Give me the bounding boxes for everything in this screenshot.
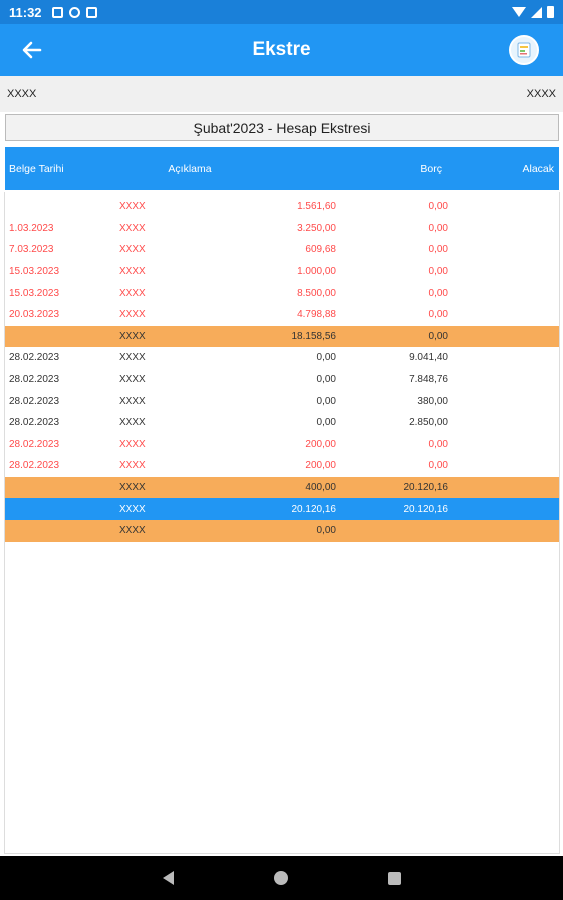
cell-credit: 7.848,76 <box>409 374 448 386</box>
cell-credit: 0,00 <box>428 287 448 299</box>
circle-home-icon[interactable] <box>274 871 288 885</box>
cell-credit: 0,00 <box>428 244 448 256</box>
wifi-icon <box>512 7 526 17</box>
cell-description: XXXX <box>119 525 146 537</box>
cell-description: XXXX <box>119 330 146 342</box>
cell-description: XXXX <box>119 309 146 321</box>
table-row[interactable] <box>5 261 559 283</box>
cell-credit: 0,00 <box>428 330 448 342</box>
header-debt: Borç <box>420 162 442 175</box>
cell-debt: 0,00 <box>316 395 336 407</box>
cell-description: XXXX <box>119 438 146 450</box>
cell-date: 1.03.2023 <box>9 222 54 234</box>
cell-description: XXXX <box>119 266 146 278</box>
app-logo-icon[interactable] <box>509 35 539 65</box>
cell-debt: 200,00 <box>305 460 336 472</box>
cell-debt: 18.158,56 <box>291 330 336 342</box>
status-time: 11:32 <box>9 4 42 20</box>
cell-debt: 400,00 <box>305 482 336 494</box>
table-row[interactable] <box>5 347 559 369</box>
cell-credit: 0,00 <box>428 438 448 450</box>
cell-debt: 20.120,16 <box>291 503 336 515</box>
header-credit: Alacak <box>522 162 554 175</box>
cell-description: XXXX <box>119 222 146 234</box>
triangle-back-icon[interactable] <box>163 871 174 885</box>
cell-description: XXXX <box>119 374 146 386</box>
table-row[interactable] <box>5 434 559 456</box>
table-row[interactable] <box>5 412 559 434</box>
cell-description: XXXX <box>119 352 146 364</box>
cell-credit: 0,00 <box>428 222 448 234</box>
statement-table <box>5 196 559 542</box>
status-bar <box>0 0 563 24</box>
table-row[interactable] <box>5 282 559 304</box>
cell-debt: 4.798,88 <box>297 309 336 321</box>
cell-debt: 8.500,00 <box>297 287 336 299</box>
account-code: XXXX <box>526 88 556 100</box>
cell-debt: 200,00 <box>305 438 336 450</box>
table-row[interactable] <box>5 304 559 326</box>
table-row[interactable] <box>5 498 559 520</box>
table-row[interactable] <box>5 196 559 218</box>
cell-description: XXXX <box>119 287 146 299</box>
cell-credit: 0,00 <box>428 309 448 321</box>
cell-date: 28.02.2023 <box>9 374 60 386</box>
cell-description: XXXX <box>119 201 146 213</box>
cell-debt: 0,00 <box>316 352 336 364</box>
page-title: Ekstre <box>252 39 311 60</box>
account-name: XXXX <box>7 88 37 100</box>
header-description: Açıklama <box>168 162 212 175</box>
table-row[interactable] <box>5 477 559 499</box>
cell-credit: 9.041,40 <box>409 352 448 364</box>
period-title: Şubat'2023 - Hesap Ekstresi <box>5 114 559 141</box>
cell-date: 28.02.2023 <box>9 460 60 472</box>
cell-date: 28.02.2023 <box>9 395 60 407</box>
cell-date: 20.03.2023 <box>9 309 60 321</box>
cell-credit: 20.120,16 <box>403 482 448 494</box>
table-row[interactable] <box>5 520 559 542</box>
navigation-bar <box>0 856 563 900</box>
cell-date: 28.02.2023 <box>9 438 60 450</box>
notification-icon <box>52 7 63 18</box>
cell-credit: 20.120,16 <box>403 503 448 515</box>
cell-credit: 2.850,00 <box>409 417 448 429</box>
cell-debt: 0,00 <box>316 417 336 429</box>
table-row[interactable] <box>5 369 559 391</box>
cell-description: XXXX <box>119 503 146 515</box>
table-row[interactable] <box>5 390 559 412</box>
cell-credit: 0,00 <box>428 266 448 278</box>
cell-debt: 1.561,60 <box>297 201 336 213</box>
cell-date: 15.03.2023 <box>9 287 60 299</box>
signal-icon <box>531 7 542 18</box>
table-row[interactable] <box>5 218 559 240</box>
battery-icon <box>547 6 554 18</box>
cell-description: XXXX <box>119 395 146 407</box>
notification-icon <box>69 7 80 18</box>
cell-debt: 0,00 <box>316 525 336 537</box>
table-row[interactable] <box>5 455 559 477</box>
cell-date: 28.02.2023 <box>9 352 60 364</box>
header-date: Belge Tarihi <box>9 162 64 175</box>
cell-credit: 0,00 <box>428 201 448 213</box>
back-button[interactable] <box>18 36 46 64</box>
cell-credit: 380,00 <box>417 395 448 407</box>
cell-debt: 609,68 <box>305 244 336 256</box>
cell-description: XXXX <box>119 417 146 429</box>
app-bar <box>0 24 563 76</box>
cell-debt: 3.250,00 <box>297 222 336 234</box>
table-row[interactable] <box>5 239 559 261</box>
cell-debt: 0,00 <box>316 374 336 386</box>
cell-description: XXXX <box>119 460 146 472</box>
table-row[interactable] <box>5 326 559 348</box>
cell-date: 15.03.2023 <box>9 266 60 278</box>
arrow-left-icon <box>22 40 42 60</box>
cell-date: 28.02.2023 <box>9 417 60 429</box>
cell-credit: 0,00 <box>428 460 448 472</box>
table-header <box>5 147 559 190</box>
cell-date: 7.03.2023 <box>9 244 54 256</box>
cell-description: XXXX <box>119 244 146 256</box>
square-recent-icon[interactable] <box>388 872 401 885</box>
sd-card-icon <box>86 7 97 18</box>
cell-description: XXXX <box>119 482 146 494</box>
cell-debt: 1.000,00 <box>297 266 336 278</box>
account-info-row <box>0 76 563 112</box>
cell-credit <box>339 520 453 542</box>
